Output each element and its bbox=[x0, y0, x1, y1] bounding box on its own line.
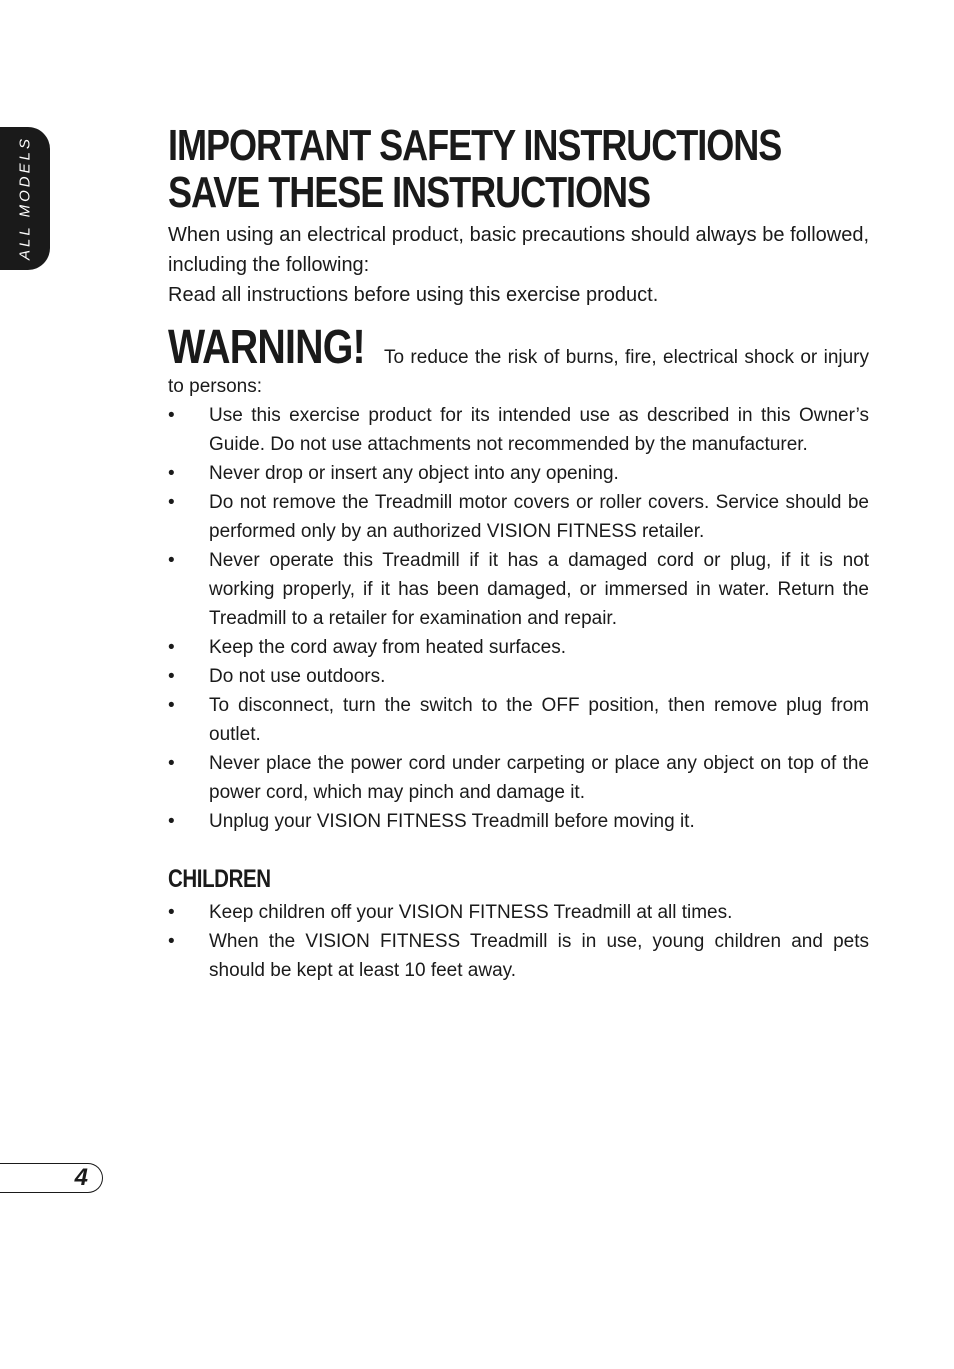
warning-list bbox=[168, 401, 869, 836]
bullet-icon: • bbox=[168, 902, 175, 923]
warning-item-text: Never operate this Treadmill if it has a damaged cord or plug, if it is not working properly, if it has been damaged, or immersed in water. Return the Treadmill to a retailer for examination and repair. bbox=[209, 550, 869, 629]
warning-block bbox=[168, 321, 870, 401]
intro-line-1: When using an electrical product, basic precautions should always be followed, including the following: bbox=[168, 224, 869, 276]
bullet-icon: • bbox=[168, 492, 175, 513]
bullet-icon: • bbox=[168, 405, 175, 426]
children-list bbox=[168, 898, 869, 985]
warning-list-item bbox=[168, 807, 869, 836]
page-number-tab bbox=[0, 1163, 103, 1193]
warning-list-item bbox=[168, 401, 869, 459]
warning-list-item bbox=[168, 691, 869, 749]
bullet-icon: • bbox=[168, 463, 175, 484]
warning-list-item bbox=[168, 488, 869, 546]
children-item-text: When the VISION FITNESS Treadmill is in use, young children and pets should be kept at least 10 feet away. bbox=[209, 931, 869, 981]
intro-line-2: Read all instructions before using this exercise product. bbox=[168, 284, 659, 306]
page-number: 4 bbox=[74, 1164, 88, 1191]
warning-text: To reduce the risk of burns, fire, electrical shock or injury to persons: bbox=[168, 347, 870, 397]
warning-list-item bbox=[168, 749, 869, 807]
children-list-item bbox=[168, 927, 869, 985]
page-content bbox=[168, 122, 869, 985]
warning-item-text: Never place the power cord under carpeting or place any object on top of the power cord, which may pinch and damage it. bbox=[209, 753, 869, 803]
children-item-text: Keep children off your VISION FITNESS Treadmill at all times. bbox=[209, 902, 733, 923]
warning-item-text: Do not remove the Treadmill motor covers or roller covers. Service should be performed only by an authorized VISION FITNESS retailer. bbox=[209, 492, 869, 542]
warning-heading: WARNING! bbox=[168, 321, 365, 374]
warning-item-text: Do not use outdoors. bbox=[209, 666, 386, 687]
bullet-icon: • bbox=[168, 666, 175, 687]
warning-list-item bbox=[168, 633, 869, 662]
bullet-icon: • bbox=[168, 931, 175, 952]
warning-item-text: Use this exercise product for its intended use as described in this Owner’s Guide. Do not use attachments not recommended by the manufacturer. bbox=[209, 405, 869, 455]
bullet-icon: • bbox=[168, 753, 175, 774]
page-title bbox=[168, 121, 782, 217]
warning-item-text: Never drop or insert any object into any opening. bbox=[209, 463, 619, 484]
intro bbox=[168, 220, 869, 310]
title-line-2: SAVE THESE INSTRUCTIONS bbox=[168, 168, 651, 217]
children-heading: CHILDREN bbox=[168, 865, 271, 893]
warning-list-item bbox=[168, 459, 869, 488]
side-tab-label: ALL MODELS bbox=[16, 136, 34, 260]
warning-list-item bbox=[168, 546, 869, 633]
warning-list-item bbox=[168, 662, 869, 691]
bullet-icon: • bbox=[168, 811, 175, 832]
warning-item-text: Keep the cord away from heated surfaces. bbox=[209, 637, 566, 658]
bullet-icon: • bbox=[168, 637, 175, 658]
title-line-1: IMPORTANT SAFETY INSTRUCTIONS bbox=[168, 121, 782, 170]
warning-item-text: Unplug your VISION FITNESS Treadmill before moving it. bbox=[209, 811, 695, 832]
warning-item-text: To disconnect, turn the switch to the OFF position, then remove plug from outlet. bbox=[209, 695, 869, 745]
bullet-icon: • bbox=[168, 695, 175, 716]
bullet-icon: • bbox=[168, 550, 175, 571]
children-list-item bbox=[168, 898, 869, 927]
